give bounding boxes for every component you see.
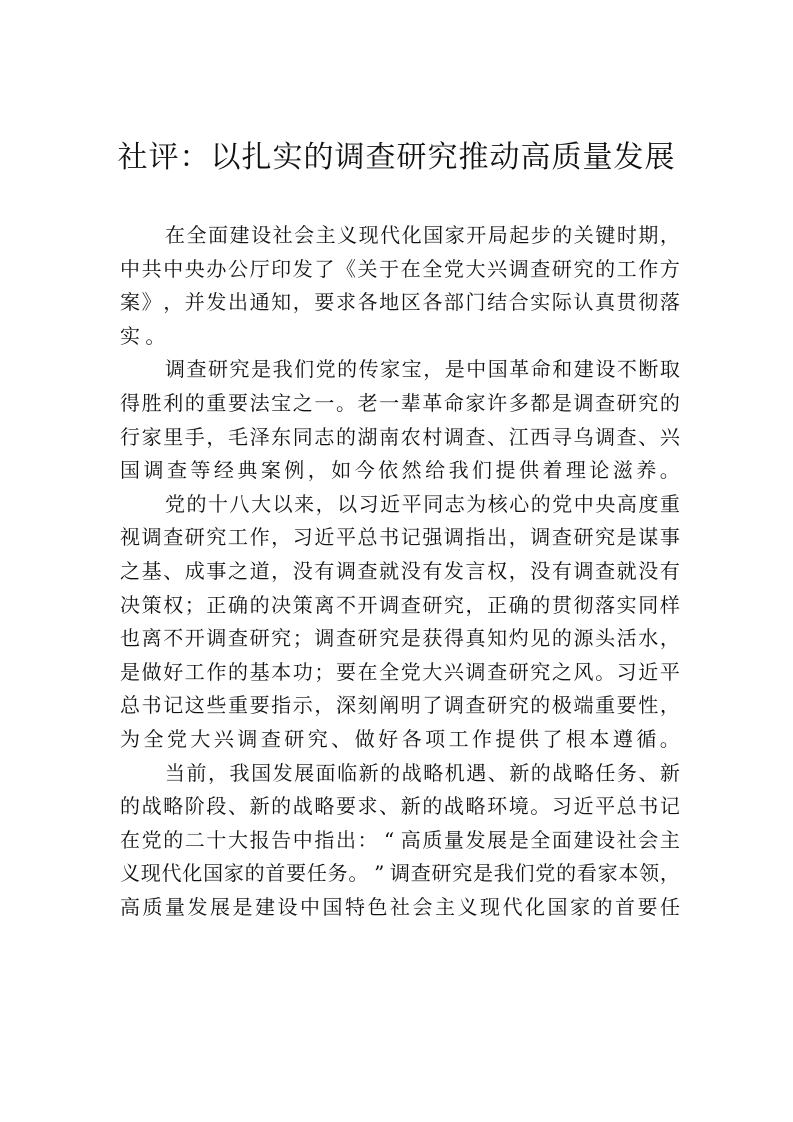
text-line: 案 》 ， 并 发 出 通 知 ， 要 求 各 地 区 各 部 门 结 合 实 际 认 真 贯 彻 落: [120, 290, 680, 315]
text-line: 义 现 代 化 国 家 的 首 要 任 务 。 ” 调 查 研 究 是 我 们 党 的 看 家 本 领 ，: [120, 861, 680, 886]
paragraph: [120, 353, 680, 487]
text-line: 在 党 的 二 十 大 报 告 中 指 出 ： “ 高 质 量 发 展 是 全 面 建 设 社 会 主: [120, 827, 680, 852]
text-line: 总 书 记 这 些 重 要 指 示 ， 深 刻 阐 明 了 调 查 研 究 的 极 端 重 要 性 ，: [120, 693, 680, 718]
text-line: 高 质 量 发 展 是 建 设 中 国 特 色 社 会 主 义 现 代 化 国 家 的 首 要 任: [120, 894, 680, 919]
paragraph: [120, 488, 680, 757]
text-line: 国 调 查 等 经 典 案 例 ， 如 今 依 然 给 我 们 提 供 着 理 论 滋 养 。: [120, 458, 680, 483]
text-line: 之 基 、 成 事 之 道 ， 没 有 调 查 就 没 有 发 言 权 ， 没 有 调 查 就 没 有: [120, 558, 680, 583]
text-line: 为 全 党 大 兴 调 查 研 究 、 做 好 各 项 工 作 提 供 了 根 本 遵 循 。: [120, 726, 680, 751]
text-line: 的 战 略 阶 段 、 新 的 战 略 要 求 、 新 的 战 略 环 境 。 习 近 平 总 书 记: [120, 794, 680, 819]
text-line: 在 全 面 建 设 社 会 主 义 现 代 化 国 家 开 局 起 步 的 关 键 时 期 ，: [165, 223, 680, 247]
text-line: 得 胜 利 的 重 要 法 宝 之 一 。 老 一 辈 革 命 家 许 多 都 是 调 查 研 究 的: [120, 390, 680, 415]
text-line: 党 的 十 八 大 以 来 ， 以 习 近 平 同 志 为 核 心 的 党 中 央 高 度 重: [165, 491, 680, 516]
paragraph: [120, 219, 680, 353]
article-body: [120, 219, 680, 924]
text-line: 也 离 不 开 调 查 研 究 ； 调 查 研 究 是 获 得 真 知 灼 见 的 源 头 活 水 ，: [120, 626, 680, 651]
text-line: 中 共 中 央 办 公 厅 印 发 了 《 关 于 在 全 党 大 兴 调 查 研 究 的 工 作 方: [120, 256, 680, 281]
text-line: 视 调 查 研 究 工 作 ， 习 近 平 总 书 记 强 调 指 出 ， 调 查 研 究 是 谋 事: [120, 525, 680, 550]
article-title: 社评：以扎实的调查研究推动高质量发展: [117, 140, 676, 175]
paragraph: [120, 757, 680, 925]
text-line: 实 。: [120, 323, 166, 348]
text-line: 调 查 研 究 是 我 们 党 的 传 家 宝 ， 是 中 国 革 命 和 建 设 不 断 取: [165, 357, 680, 382]
text-line: 是 做 好 工 作 的 基 本 功 ； 要 在 全 党 大 兴 调 查 研 究 之 风 。 习 近 平: [120, 659, 680, 684]
text-line: 当 前 ， 我 国 发 展 面 临 新 的 战 略 机 遇 、 新 的 战 略 任 务 、 新: [165, 760, 680, 785]
text-line: 行 家 里 手 ， 毛 泽 东 同 志 的 湖 南 农 村 调 查 、 江 西 寻 乌 调 查 、 兴: [120, 424, 680, 449]
text-line: 决 策 权 ； 正 确 的 决 策 离 不 开 调 查 研 究 ， 正 确 的 贯 彻 落 实 同 样: [120, 592, 680, 617]
